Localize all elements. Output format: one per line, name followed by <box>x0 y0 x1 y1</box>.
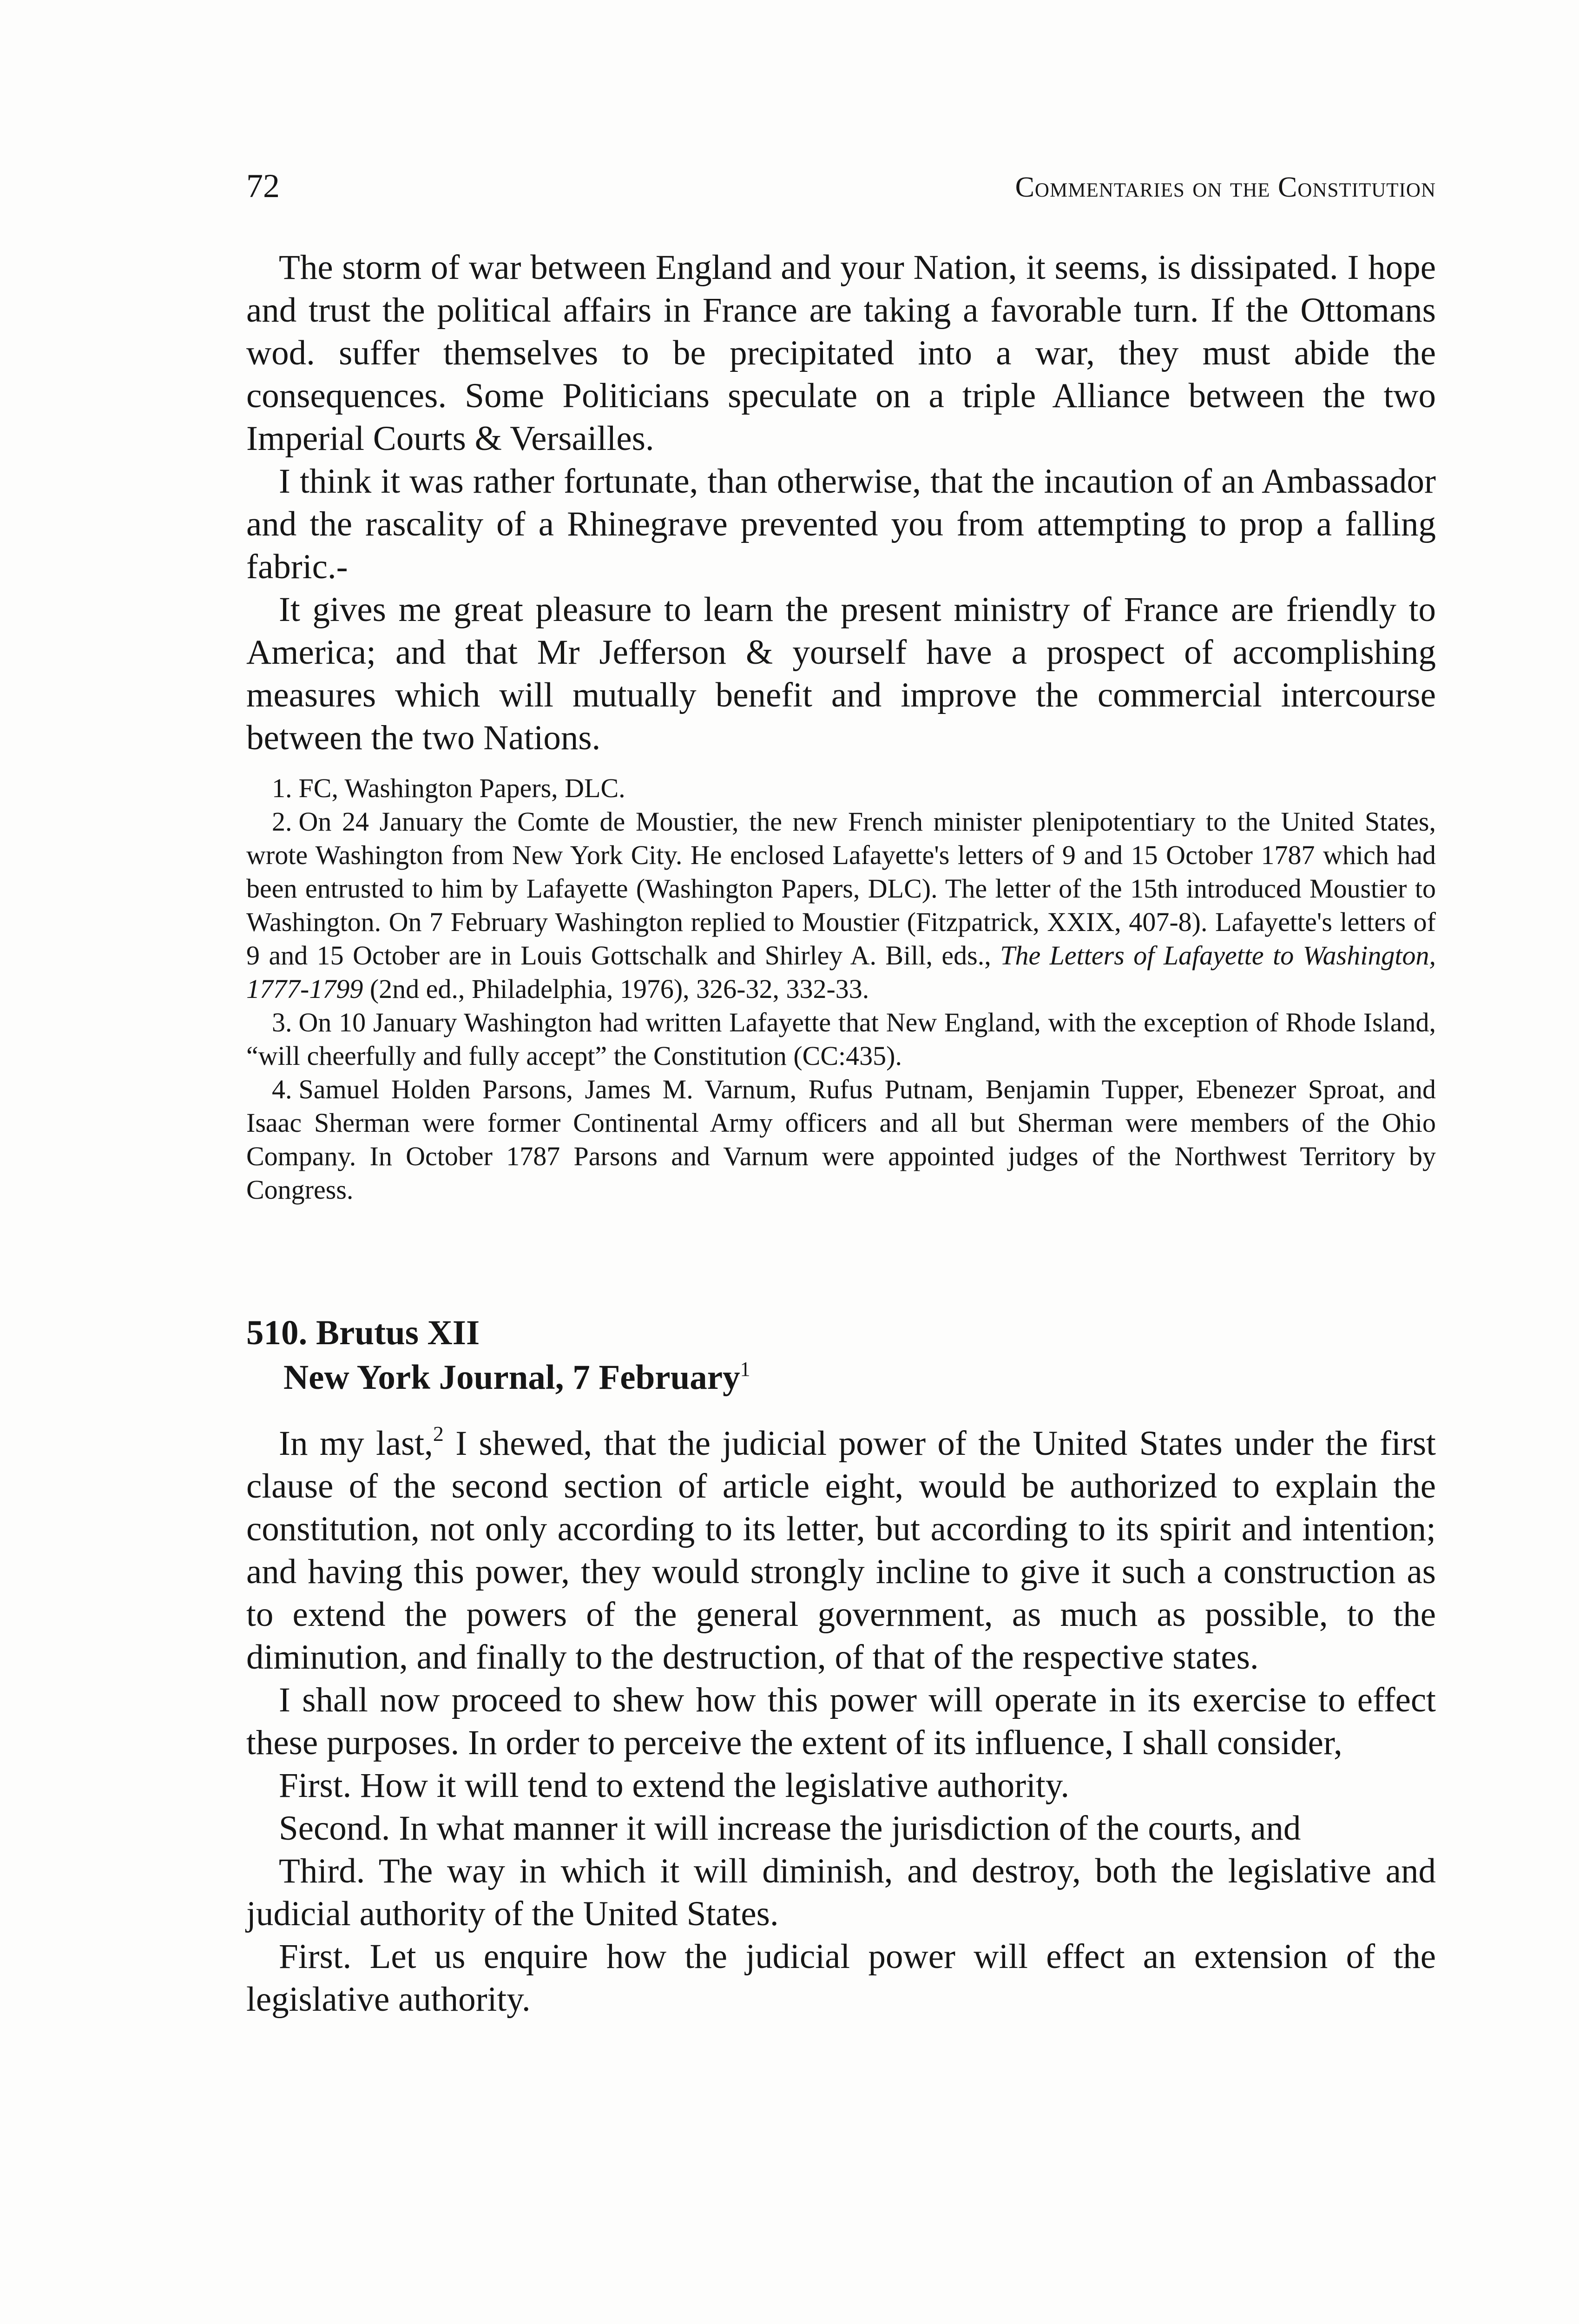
essay-paragraph: First. How it will tend to extend the legislative authority. <box>279 1766 1070 1805</box>
running-head-title: Commentaries on the Constitution <box>1015 172 1436 203</box>
footnote-number: 3. <box>272 1007 292 1037</box>
footnote-text: FC, Washington Papers, DLC. <box>298 773 625 803</box>
footnote-marker: 1 <box>740 1358 750 1380</box>
essay-text: I shewed, that the judicial power of the United States under the first clause of the second section of article eight, would be authorized to explain the constitution, not only according to its letter, but according to its spirit and intention; and having this power, they would strongly incline to give it such a construction as to extend the powers of the general government, as much as possible, to the diminution, and finally to the destruction, of that of the respective states. <box>246 1424 1436 1677</box>
essay-paragraph: I shall now proceed to shew how this power will operate in its exercise to effect these purposes. In order to perceive the extent of its influence, I shall consider, <box>246 1681 1436 1762</box>
article-source <box>246 1355 1436 1400</box>
article-source-text: New York Journal, 7 February <box>283 1358 740 1397</box>
essay-paragraph <box>246 1422 1436 1679</box>
letter-paragraph: The storm of war between England and your Nation, it seems, is dissipated. I hope and trust the political affairs in France are taking a favorable turn. If the Ottomans wod. suffer themselves to be precipitated into a war, they must abide the consequences. Some Politicians speculate on a triple Alliance between the two Imperial Courts & Versailles. <box>246 248 1436 458</box>
essay-body <box>246 1422 1436 2021</box>
letter-body <box>246 246 1436 759</box>
footnote-number: 4. <box>272 1074 292 1104</box>
footnote-text: (2nd ed., Philadelphia, 1976), 326-32, 332-33. <box>363 974 869 1004</box>
essay-paragraph: Third. The way in which it will diminish, and destroy, both the legislative and judicial authority of the United States. <box>246 1852 1436 1933</box>
running-head <box>246 165 1436 207</box>
footnote <box>246 805 1436 1006</box>
article-heading <box>246 1311 1436 1400</box>
page-number: 72 <box>246 167 280 205</box>
footnote <box>246 1073 1436 1207</box>
footnote-number: 1. <box>272 773 292 803</box>
footnote-text: Samuel Holden Parsons, James M. Varnum, Rufus Putnam, Benjamin Tupper, Ebenezer Sproat, and Isaac Sherman were former Continental Army officers and all but Sherman were members of the Ohio Company. In October 1787 Parsons and Varnum were appointed judges of the Northwest Territory by Congress. <box>246 1074 1436 1205</box>
article-title: 510. Brutus XII <box>246 1314 480 1352</box>
footnote <box>246 772 1436 805</box>
letter-paragraph: It gives me great pleasure to learn the present ministry of France are friendly to America; and that Mr Jefferson & yourself have a prospect of accomplishing measures which will mutually benefit and improve the commercial intercourse between the two Nations. <box>246 590 1436 757</box>
letter-paragraph: I think it was rather fortunate, than otherwise, that the incaution of an Ambassador and the rascality of a Rhinegrave prevented you from attempting to prop a falling fabric.- <box>246 462 1436 586</box>
footnotes <box>246 772 1436 1207</box>
footnote-citation-title: The Letters of Lafayette to Washington, 1777-1799 <box>246 940 1436 1004</box>
footnote-text: On 10 January Washington had written Lafayette that New England, with the exception of Rhode Island, “will cheerfully and fully accept” the Constitution (CC:435). <box>246 1007 1436 1071</box>
footnote-marker: 2 <box>433 1422 444 1446</box>
essay-paragraph: Second. In what manner it will increase the jurisdiction of the courts, and <box>279 1809 1301 1848</box>
footnote-text: On 24 January the Comte de Moustier, the new French minister plenipotentiary to the United States, wrote Washington from New York City. He enclosed Lafayette's letters of 9 and 15 October 1787 which had been entrusted to him by Lafayette (Washington Papers, DLC). The letter of the 15th introduced Moustier to Washington. On 7 February Washington replied to Moustier (Fitzpatrick, XXIX, 407-8). Lafayette's letters of 9 and 15 October are in Louis Gottschalk and Shirley A. Bill, eds., <box>246 806 1436 971</box>
footnote <box>246 1006 1436 1073</box>
essay-paragraph: First. Let us enquire how the judicial power will effect an extension of the legislative authority. <box>246 1937 1436 2019</box>
essay-text: In my last, <box>279 1424 433 1463</box>
footnote-number: 2. <box>272 806 292 837</box>
